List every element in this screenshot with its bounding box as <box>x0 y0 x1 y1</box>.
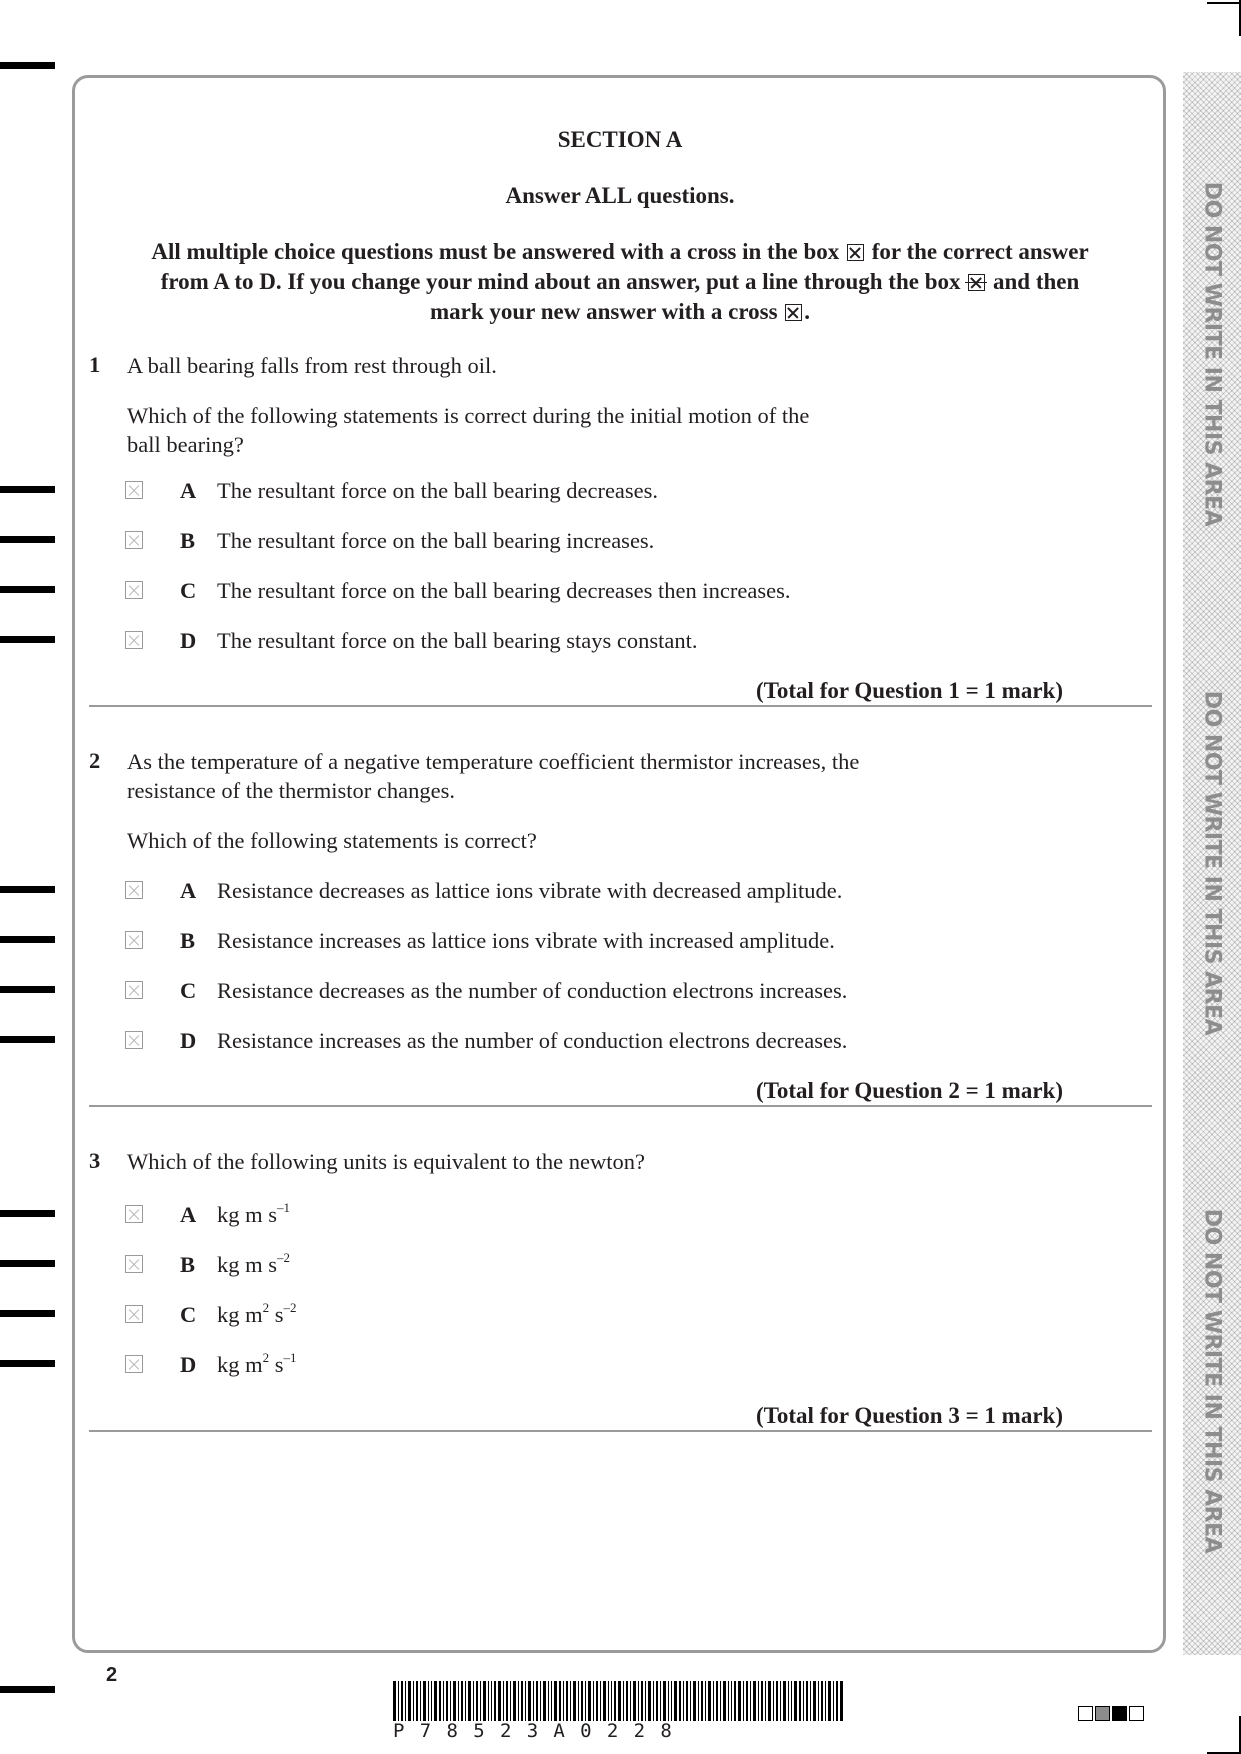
page-number: 2 <box>106 1664 118 1686</box>
answer-checkbox[interactable] <box>125 581 143 599</box>
margin-mark <box>0 62 55 69</box>
option-row <box>125 1201 1025 1231</box>
margin-mark <box>0 1210 55 1217</box>
option-text: The resultant force on the ball bearing decreases. <box>217 478 659 503</box>
option-row <box>125 877 1025 907</box>
option-letter: B <box>180 528 196 553</box>
margin-mark <box>0 636 55 643</box>
option-letter: D <box>180 1352 197 1377</box>
option-unit: kg $m^2$ $s^{-1}$ <box>217 1350 297 1377</box>
question-stem: resistance of the thermistor changes. <box>127 778 456 803</box>
margin-mark <box>0 1260 55 1267</box>
cross-box-icon <box>847 244 864 261</box>
option-unit: kg m $s^{-1}$ <box>217 1200 291 1227</box>
cross-box-icon <box>785 304 802 321</box>
margin-mark <box>0 1036 55 1043</box>
option-text: The resultant force on the ball bearing increases. <box>217 528 655 553</box>
option-text: The resultant force on the ball bearing decreases then increases. <box>217 578 791 603</box>
question-prompt: ball bearing? <box>127 432 244 457</box>
option-letter: C <box>180 1302 197 1327</box>
option-row <box>125 1301 1025 1331</box>
answer-checkbox[interactable] <box>125 1205 143 1223</box>
question-prompt: Which of the following statements is correct? <box>127 828 537 853</box>
question-number: 1 <box>89 352 101 377</box>
answer-checkbox[interactable] <box>125 631 143 649</box>
question-total: (Total for Question 2 = 1 mark) <box>756 1078 1063 1103</box>
question-divider <box>89 1105 1152 1107</box>
margin-mark <box>0 586 55 593</box>
question-prompt: Which of the following statements is correct during the initial motion of the <box>127 403 810 428</box>
option-row <box>125 1351 1025 1381</box>
option-letter: A <box>180 878 197 903</box>
option-letter: D <box>180 628 197 653</box>
option-row <box>125 627 1025 657</box>
question-stem: Which of the following units is equivalent to the newton? <box>127 1149 646 1174</box>
option-unit: kg m $s^{-2}$ <box>217 1250 291 1277</box>
square-white <box>1129 1706 1144 1721</box>
question-stem: As the temperature of a negative temperature coefficient thermistor increases, the <box>127 749 860 774</box>
option-row <box>125 927 1025 957</box>
question-stem: A ball bearing falls from rest through oil. <box>127 353 497 378</box>
option-letter: B <box>180 1252 196 1277</box>
answer-checkbox[interactable] <box>125 981 143 999</box>
margin-mark <box>0 536 55 543</box>
square-white <box>1078 1706 1093 1721</box>
margin-mark <box>0 1310 55 1317</box>
option-letter: C <box>180 578 197 603</box>
margin-mark <box>0 986 55 993</box>
option-letter: C <box>180 978 197 1003</box>
margin-mark <box>0 1360 55 1367</box>
question-divider <box>89 1430 1152 1432</box>
answer-checkbox[interactable] <box>125 931 143 949</box>
answer-checkbox[interactable] <box>125 1355 143 1373</box>
section-title: SECTION A <box>557 127 683 152</box>
question-total: (Total for Question 1 = 1 mark) <box>756 678 1063 703</box>
option-letter: A <box>180 478 197 503</box>
question-divider <box>89 705 1152 707</box>
option-row <box>125 1251 1025 1281</box>
answer-all-heading: Answer ALL questions. <box>505 183 735 208</box>
option-unit: kg $m^2$ $s^{-2}$ <box>217 1300 297 1327</box>
instructions-line-3: mark your new answer with a cross . <box>429 299 811 324</box>
margin-mark <box>0 486 55 493</box>
option-row <box>125 477 1025 507</box>
option-letter: A <box>180 1202 197 1227</box>
instructions-line-1: All multiple choice questions must be answered with a cross in the box for the correct answer <box>151 239 1089 264</box>
barcode-number: P78523A0228 <box>393 1720 688 1742</box>
margin-mark <box>0 936 55 943</box>
option-row <box>125 977 1025 1007</box>
option-row <box>125 527 1025 557</box>
margin-mark <box>0 886 55 893</box>
question-number: 2 <box>89 748 101 773</box>
square-grey <box>1095 1706 1110 1721</box>
option-row <box>125 1027 1025 1057</box>
registration-squares <box>1078 1706 1144 1722</box>
option-text: Resistance increases as lattice ions vibrate with increased amplitude. <box>217 928 835 953</box>
option-text: Resistance decreases as lattice ions vibrate with decreased amplitude. <box>217 878 843 903</box>
instructions-line-2: from A to D. If you change your mind about an answer, put a line through the box and then <box>160 269 1080 294</box>
answer-checkbox[interactable] <box>125 1255 143 1273</box>
option-text: Resistance increases as the number of conduction electrons decreases. <box>217 1028 848 1053</box>
answer-checkbox[interactable] <box>125 1031 143 1049</box>
square-black <box>1112 1706 1127 1721</box>
question-number: 3 <box>89 1148 101 1173</box>
barcode <box>393 1681 843 1721</box>
answer-checkbox[interactable] <box>125 1305 143 1323</box>
option-letter: D <box>180 1028 197 1053</box>
option-text: The resultant force on the ball bearing stays constant. <box>217 628 698 653</box>
answer-checkbox[interactable] <box>125 881 143 899</box>
corner-mark <box>1207 2 1241 4</box>
answer-checkbox[interactable] <box>125 481 143 499</box>
option-letter: B <box>180 928 196 953</box>
option-row <box>125 577 1025 607</box>
question-total: (Total for Question 3 = 1 mark) <box>756 1403 1063 1428</box>
margin-mark <box>0 1686 55 1693</box>
option-text: Resistance decreases as the number of conduction electrons increases. <box>217 978 848 1003</box>
struck-cross-box-icon <box>968 274 985 291</box>
answer-checkbox[interactable] <box>125 531 143 549</box>
